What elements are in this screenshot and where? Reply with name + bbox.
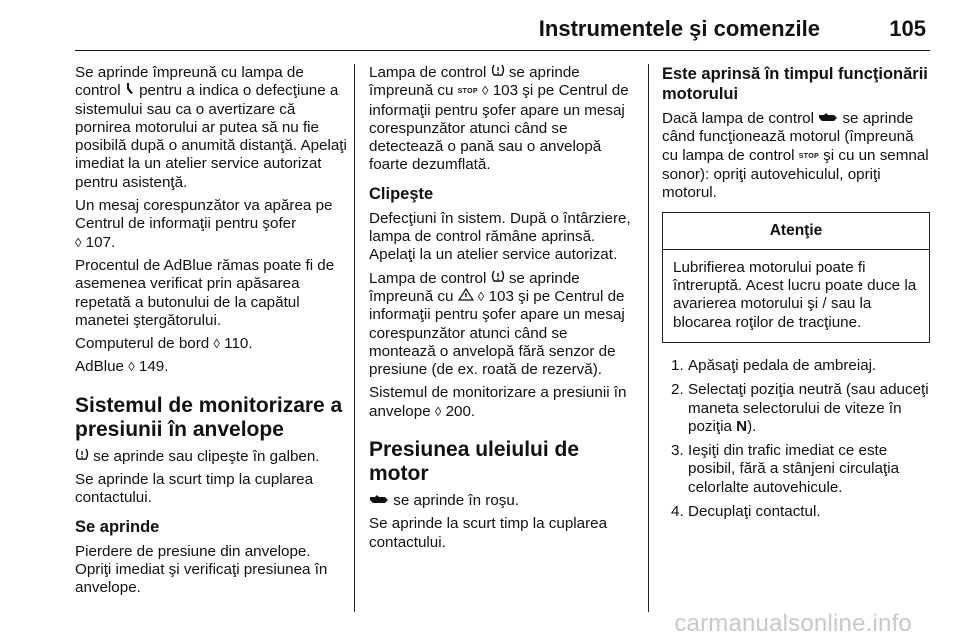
paragraph: Computerul de bord ◊ 110.	[75, 335, 253, 353]
section-heading: Sistemul de monitorizare a presiunii în anvelope	[75, 393, 343, 441]
tire-pressure-icon	[75, 448, 89, 466]
subsection-heading: Clipeşte	[369, 184, 434, 203]
paragraph: Dacă lampa de control se aprinde când funcţionează motorul (împreună cu lampa de control STOP şi cu un semnal sonor): opriţi autovehiculul, opriţi motorul.	[662, 110, 929, 202]
column-divider	[354, 64, 355, 612]
paragraph: AdBlue ◊ 149.	[75, 358, 169, 376]
paragraph: Pierdere de presiune din anvelope. Opriţi imediat şi verificaţi presiunea în anvelope.	[75, 542, 328, 597]
column-divider	[648, 64, 649, 612]
paragraph: Procentul de AdBlue rămas poate fi de asemenea verificat prin apăsarea repetată a butonului de la capătul manetei ştergătorului.	[75, 256, 335, 329]
list-item: 2. Selectaţi poziţia neutră (sau aduceţi maneta selectorului de viteze în poziţia N).	[671, 381, 929, 435]
paragraph: Sistemul de monitorizare a presiunii în anvelope ◊ 200.	[369, 384, 627, 420]
reference-arrow-icon: ◊	[128, 359, 135, 375]
tire-pressure-icon	[491, 64, 505, 82]
oil-pressure-icon	[818, 110, 838, 128]
column-3	[662, 64, 930, 527]
paragraph: Se aprinde la scurt timp la cuplarea contactului.	[369, 515, 608, 551]
list-item: 4. Decuplaţi contactul.	[671, 503, 821, 521]
warning-body: Lubrifierea motorului poate fi întreruptă. Acest lucru poate duce la avarierea motorului şi / sau la blocarea roţilor de tracţiune.	[673, 258, 917, 331]
page-header	[75, 0, 930, 51]
reference-arrow-icon: ◊	[477, 288, 485, 304]
watermark: carmanualsonline.info	[674, 610, 912, 637]
subsection-heading: Se aprinde	[75, 517, 160, 536]
reference-arrow-icon: ◊	[434, 403, 442, 419]
paragraph: Defecţiuni în sistem. După o întârziere, lampa de control rămâne aprinsă. Apelaţi la un atelier service autorizat.	[369, 209, 631, 264]
warning-box	[662, 212, 930, 342]
page-reference-link[interactable]: 149.	[138, 358, 169, 376]
tire-pressure-icon	[491, 270, 505, 288]
page-number: 105	[889, 16, 926, 41]
page-title: Instrumentele şi comenzile	[538, 16, 820, 41]
page-reference-link[interactable]: 107.	[85, 233, 116, 251]
stop-icon: STOP	[798, 152, 819, 160]
warning-title: Atenţie	[663, 213, 929, 249]
paragraph: Lampa de control se aprinde împreună cu STOP ◊ 103 şi pe Centrul de informaţii pentru şofer apare un mesaj corespunzător atunci când se detectează o pană sau o anvelopă foarte dezumflată.	[369, 64, 629, 174]
steering-warning-icon	[458, 288, 474, 306]
list-item: 1. Apăsaţi pedala de ambreiaj.	[671, 356, 877, 374]
column-1	[75, 64, 347, 603]
reference-arrow-icon: ◊	[213, 336, 220, 352]
reference-arrow-icon: ◊	[75, 234, 82, 250]
paragraph: Se aprinde la scurt timp la cuplarea contactului.	[75, 471, 314, 507]
section-heading: Presiunea uleiului de motor	[369, 438, 580, 486]
paragraph: Se aprinde împreună cu lampa de control pentru a indica o defecţiune a sistemului sau ca o avertizare că pornirea motorului ar putea să nu fie posibilă după o anumită distanţă. Apelaţi imediat la un atelier service autorizat pentru asistenţă.	[75, 64, 347, 191]
stop-icon: STOP	[457, 88, 478, 96]
steps-list	[662, 357, 930, 521]
wrench-icon	[125, 82, 135, 100]
oil-pressure-icon	[369, 492, 389, 510]
paragraph: Lampa de control se aprinde împreună cu ◊ 103 şi pe Centrul de informaţii pentru şofer apare un mesaj corespunzător atunci când se montează o anvelopă fără senzor de presiune (de ex. roată de rezervă).	[369, 269, 625, 379]
reference-arrow-icon: ◊	[482, 83, 489, 99]
page-reference-link[interactable]: 200.	[445, 402, 476, 420]
page-reference-link[interactable]: 110.	[224, 335, 253, 353]
paragraph: Un mesaj corespunzător va apărea pe Centrul de informaţii pentru şofer ◊ 107.	[75, 197, 333, 251]
column-2	[369, 64, 637, 557]
list-item: 3. Ieşiţi din trafic imediat ce este posibil, fără a stânjeni circulaţia celorlalte autovehicule.	[671, 442, 900, 496]
paragraph: se aprinde în roşu.	[369, 492, 637, 510]
subsection-heading: Este aprinsă în timpul funcţionării motorului	[662, 65, 928, 103]
paragraph: se aprinde sau clipeşte în galben.	[75, 448, 347, 466]
